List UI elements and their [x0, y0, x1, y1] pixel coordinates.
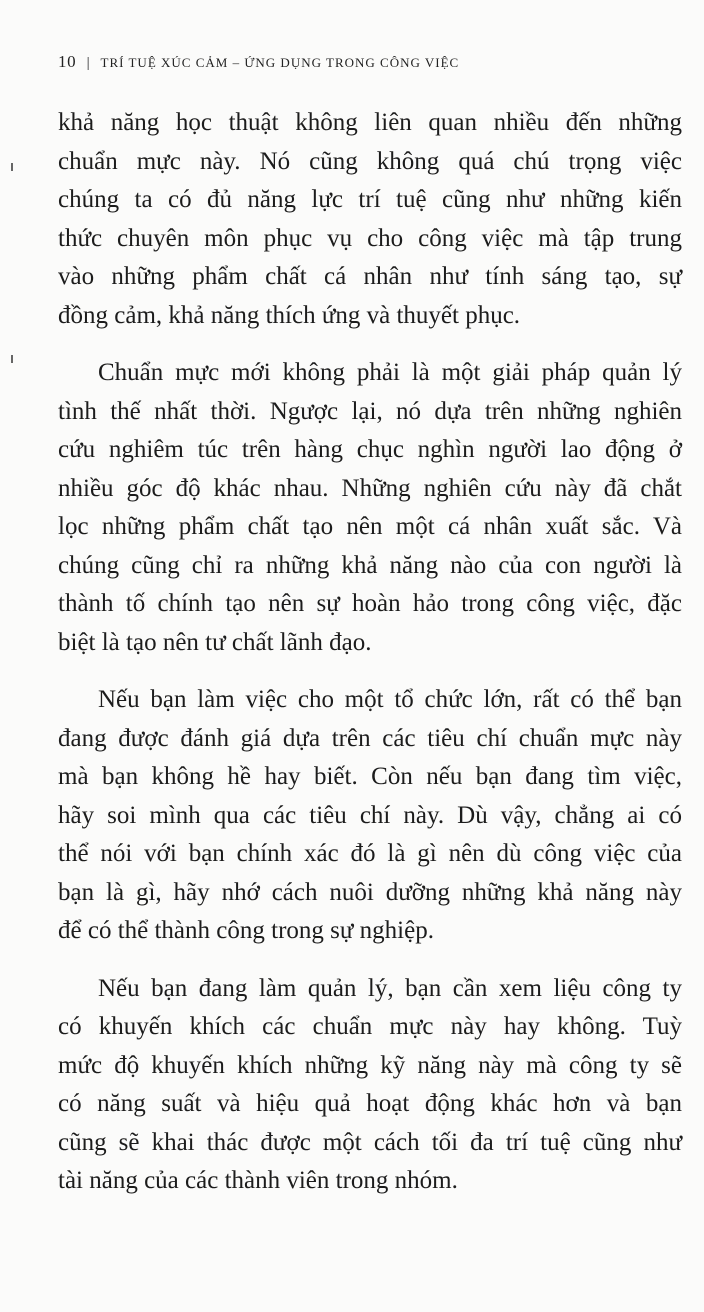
text-line: vào những phẩm chất cá nhân như tính sáng tạo, sự [58, 263, 682, 290]
body-text [58, 104, 682, 1220]
text-line: cũng sẽ khai thác được một cách tối đa trí tuệ cũng như [58, 1128, 682, 1156]
paragraph-3 [58, 681, 682, 951]
text-line: mà bạn không hề hay biết. Còn nếu bạn đang tìm việc, [58, 763, 682, 790]
text-line: chuẩn mực này. Nó cũng không quá chú trọng việc [58, 147, 682, 175]
text-line: thể nói với bạn chính xác đó là gì nên dù công việc của [58, 840, 682, 867]
text-line: Nếu bạn làm việc cho một tổ chức lớn, rất có thể bạn [98, 686, 682, 713]
text-line: để có thể thành công trong sự nghiệp. [58, 917, 434, 944]
paragraph-4 [58, 970, 682, 1201]
text-line: chúng cũng chỉ ra những khả năng nào của con người là [58, 551, 682, 579]
text-line: tình thế nhất thời. Ngược lại, nó dựa trên những nghiên [58, 397, 682, 425]
margin-mark [11, 163, 13, 171]
text-line: thức chuyên môn phục vụ cho công việc mà tập trung [58, 224, 682, 252]
text-line: có năng suất và hiệu quả hoạt động khác hơn và bạn [58, 1090, 682, 1117]
text-line: lọc những phẩm chất tạo nên một cá nhân xuất sắc. Và [58, 513, 682, 540]
text-line: cứu nghiêm túc trên hàng chục nghìn người lao động ở [58, 436, 682, 463]
text-line: Nếu bạn đang làm quản lý, bạn cần xem liệu công ty [98, 974, 682, 1002]
text-line: đang được đánh giá dựa trên các tiêu chí chuẩn mực này [58, 724, 682, 752]
header-separator: | [86, 55, 91, 71]
text-line: Chuẩn mực mới không phải là một giải pháp quản lý [98, 359, 682, 386]
text-line: biệt là tạo nên tư chất lãnh đạo. [58, 628, 372, 656]
text-line: khả năng học thuật không liên quan nhiều đến những [58, 109, 682, 136]
paragraph-2 [58, 354, 682, 662]
text-line: tài năng của các thành viên trong nhóm. [58, 1167, 458, 1194]
running-header [58, 52, 668, 72]
text-line: hãy soi mình qua các tiêu chí này. Dù vậy, chẳng ai có [58, 801, 682, 829]
text-line: thành tố chính tạo nên sự hoàn hảo trong công việc, đặc [58, 590, 682, 617]
book-title: TRÍ TUỆ XÚC CẢM – ỨNG DỤNG TRONG CÔNG VIỆC [100, 55, 460, 70]
text-line: đồng cảm, khả năng thích ứng và thuyết phục. [58, 301, 521, 329]
margin-mark [11, 355, 13, 363]
text-line: chúng ta có đủ năng lực trí tuệ cũng như những kiến [58, 186, 682, 213]
text-line: nhiều góc độ khác nhau. Những nghiên cứu này đã chắt [58, 474, 682, 502]
text-line: mức độ khuyến khích những kỹ năng này mà công ty sẽ [58, 1051, 682, 1079]
page-number: 10 [58, 52, 77, 71]
text-line: có khuyến khích các chuẩn mực này hay không. Tuỳ [58, 1013, 682, 1040]
paragraph-1 [58, 104, 682, 335]
text-line: bạn là gì, hãy nhớ cách nuôi dưỡng những khả năng này [58, 878, 682, 906]
